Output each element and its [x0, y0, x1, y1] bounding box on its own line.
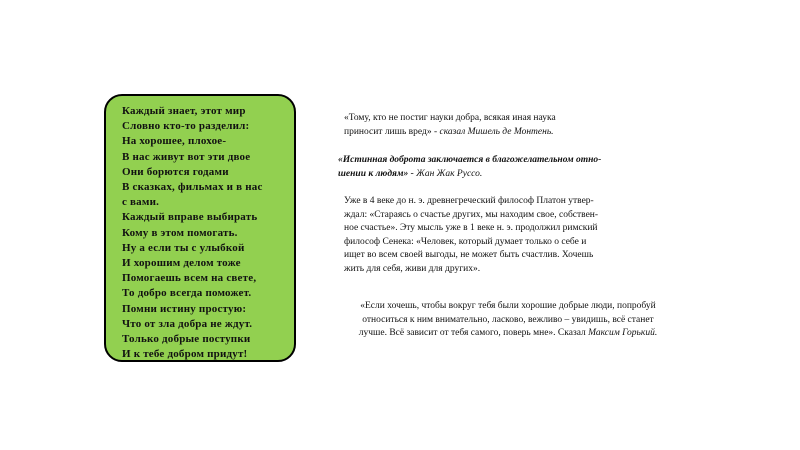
quote-line: «Если хочешь, чтобы вокруг тебя были хорошие добрые люди, попробуй [360, 301, 656, 311]
quote-plato-seneca [344, 195, 660, 276]
quote-line [312, 327, 704, 341]
quote-line [344, 126, 674, 140]
poem-line: Помни истину простую: [122, 302, 247, 315]
quote-line: «Истинная доброта заключается в благожелательном отно- [338, 155, 602, 165]
quote-line: ное счастье». Эту мысль уже в 1 веке н. э. продолжил римский [344, 223, 598, 233]
poem-line: Кому в этом помогать. [122, 226, 238, 239]
poem-line: Помогаешь всем на свете, [122, 272, 257, 285]
poem-line: И хорошим делом тоже [122, 257, 241, 270]
quote-author: Жан Жак Руссо. [416, 168, 483, 179]
poem-line: Только добрые поступки [122, 333, 251, 346]
poem-line: Словно кто-то разделил: [122, 120, 250, 133]
quote-author: сказал Мишель де Монтень. [439, 126, 554, 137]
poem-line: Каждый знает, этот мир [122, 105, 246, 117]
quote-line: жить для себя, живи для других». [344, 263, 481, 274]
quote-line: ищет во всем своей выгоды, не может быть счастлив. Хочешь [344, 250, 594, 260]
poem-line: То добро всегда поможет. [122, 287, 252, 300]
poem-box [104, 94, 296, 362]
poem-line: с вами. [122, 196, 160, 209]
poem-line: И к тебе добром придут! [122, 348, 248, 361]
quote-text: приносит лишь вред» - [344, 126, 440, 137]
poem-line: Каждый вправе выбирать [122, 211, 258, 224]
quote-rousseau [338, 154, 684, 181]
quote-line: относиться к ним внимательно, ласково, вежливо – увидишь, всё станет [362, 314, 654, 325]
quote-line: философ Сенека: «Человек, который думает только о себе и [344, 236, 587, 247]
poem-line: В сказках, фильмах и в нас [122, 181, 263, 194]
poem-line: Ну а если ты с улыбкой [122, 241, 245, 254]
quote-gorky [312, 300, 704, 341]
quote-author: Максим Горький. [588, 328, 658, 338]
poem-line: Что от зла добра не ждут. [122, 317, 253, 330]
quote-text: шении к людям» - [338, 168, 417, 179]
quote-line [338, 168, 684, 182]
quote-text: лучше. Всё зависит от тебя самого, поверь мне». Сказал [358, 328, 589, 338]
poem-line: Они борются годами [122, 165, 229, 178]
poem-line: На хорошее, плохое- [122, 135, 227, 148]
quote-line: ждал: «Стараясь о счастье других, мы находим свое, собствен- [344, 209, 599, 220]
quote-line: Уже в 4 веке до н. э. древнегреческий философ Платон утвер- [344, 196, 594, 206]
quote-line: «Тому, кто не постиг науки добра, всякая иная наука [344, 113, 556, 123]
poem-line: В нас живут вот эти двое [122, 150, 251, 163]
quote-montaigne [344, 112, 674, 139]
